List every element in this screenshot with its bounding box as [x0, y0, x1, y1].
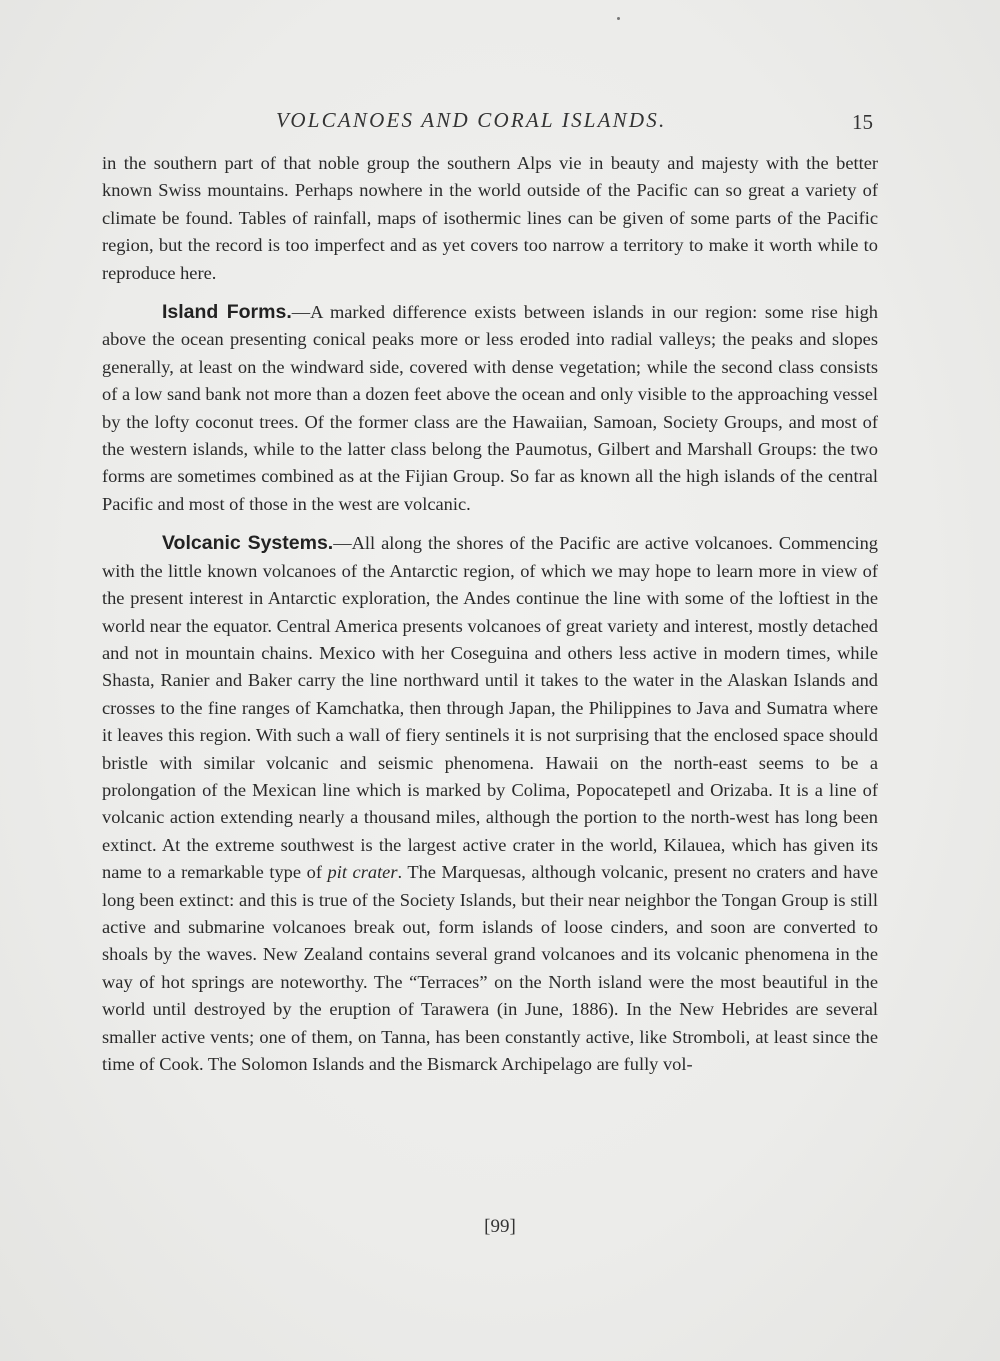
- paper-speck: [617, 17, 620, 20]
- section-heading-volcanic-systems: Volcanic Systems.: [162, 532, 334, 555]
- paragraph-text: in the southern part of that noble group the southern Alps vie in beauty and majesty with the better known Swiss mountains. Perhaps nowhere in the world outside of the Pacific can so great a variety of climate be found. Tables of rainfall, maps of isothermic lines can be given of some parts of the Pacific region, but the record is too imperfect and as yet covers too narrow a territory to make it worth while to reproduce here.: [102, 153, 878, 283]
- running-title: VOLCANOES AND CORAL ISLANDS.: [276, 108, 667, 132]
- paragraph-text-continued: . The Marquesas, although volcanic, present no craters and have long been extinct: and this is true of the Society Islands, but their near neighbor the Tongan Group is still active and submarine volcanoes break out, form islands of loose cinders, and soon are converted to shoals by the waves. New Zealand contains several grand volcanoes and its volcanic phenomena in the way of hot springs are noteworthy. The “Terraces” on the North island were the most beautiful in the world until destroyed by the eruption of Tarawera (in June, 1886). In the New Hebrides are several smaller active vents; one of them, on Tanna, has been constantly active, like Stromboli, at least since the time of Cook. The Solomon Islands and the Bismarck Archipelago are fully vol-: [102, 862, 878, 1074]
- section-heading-island-forms: Island Forms.: [162, 301, 292, 324]
- page-number: 15: [852, 110, 873, 134]
- paragraph-island-forms: [102, 299, 878, 518]
- paragraph-climate: [102, 150, 878, 287]
- italic-term: pit crater: [327, 862, 398, 883]
- running-head: [0, 108, 1000, 138]
- paragraph-volcanic-systems: [102, 530, 878, 1078]
- paragraph-text: —A marked difference exists between islands in our region: some rise high above the ocean presenting conical peaks more or less eroded into radial valleys; the peaks and slopes generally, at least on the windward side, covered with dense vegetation; while the second class consists of a low sand bank not more than a dozen feet above the ocean and only visible to the approaching vessel by the lofty coconut trees. Of the former class are the Hawaiian, Samoan, Society Groups, and most of the western islands, while to the latter class belong the Paumotus, Gilbert and Marshall Groups: the two forms are sometimes combined as at the Fijian Group. So far as known all the high islands of the central Pacific and most of those in the west are volcanic.: [102, 302, 878, 514]
- body-text: [102, 150, 878, 1078]
- folio: [99]: [484, 1216, 516, 1237]
- paragraph-text: —All along the shores of the Pacific are active volcanoes. Commencing with the little known volcanoes of the Antarctic region, of which we may hope to learn more in view of the present interest in Antarctic exploration, the Andes continue the line with some of the loftiest in the world near the equator. Central America presents volcanoes of great variety and interest, mostly detached and not in mountain chains. Mexico with her Coseguina and others less active in modern times, while Shasta, Ranier and Baker carry the line northward until it takes to the water in the Alaskan Islands and crosses to the fine ranges of Kamchatka, then through Japan, the Philippines to Java and Sumatra where it leaves this region. With such a wall of fiery sentinels it is not surprising that the enclosed space should bristle with similar volcanic and seismic phenomena. Hawaii on the north-east seems to be a prolongation of the Mexican line which is marked by Colima, Popocatepetl and Orizaba. It is a line of volcanic action extending nearly a thousand miles, although the portion to the north-west has long been extinct. At the extreme southwest is the largest active crater in the world, Kilauea, which has given its name to a remarkable type of: [102, 533, 879, 883]
